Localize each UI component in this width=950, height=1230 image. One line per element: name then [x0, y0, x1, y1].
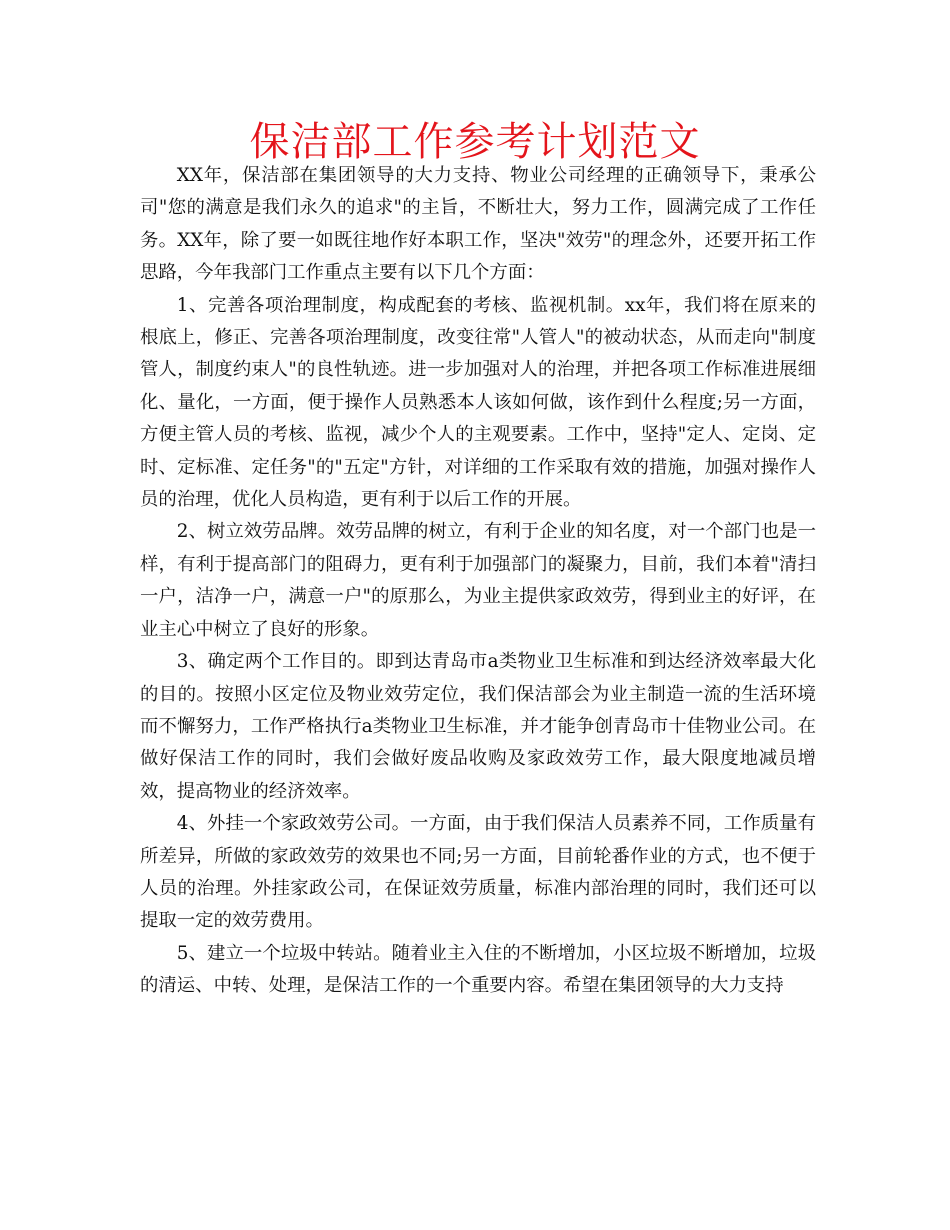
- paragraph-item-1: 1、完善各项治理制度，构成配套的考核、监视机制。xx年，我们将在原来的根底上，修正、完善各项治理制度，改变往常"人管人"的被动状态，从而走向"制度管人，制度约束人"的良性轨迹。进一步加强对人的治理，并把各项工作标准进展细化、量化，一方面，便于操作人员熟悉本人该如何做，该作到什么程度;另一方面，方便主管人员的考核、监视，减少个人的主观要素。工作中，坚持"定人、定岗、定时、定标准、定任务"的"五定"方针，对详细的工作采取有效的措施，加强对操作人员的治理，优化人员构造，更有利于以后工作的开展。: [140, 294, 816, 511]
- paragraph-item-4: 4、外挂一个家政效劳公司。一方面，由于我们保洁人员素养不同，工作质量有所差异，所做的家政效劳的效果也不同;另一方面，目前轮番作业的方式，也不便于人员的治理。外挂家政公司，在保证效劳质量，标准内部治理的同时，我们还可以提取一定的效劳费用。: [140, 813, 816, 932]
- document-title: 保洁部工作参考计划范文: [249, 119, 701, 165]
- paragraph-item-2: 2、树立效劳品牌。效劳品牌的树立，有利于企业的知名度，对一个部门也是一样，有利于提高部门的阻碍力，更有利于加强部门的凝聚力，目前，我们本着"清扫一户，洁净一户，满意一户"的原那么，为业主提供家政效劳，得到业主的好评，在业主心中树立了良好的形象。: [140, 521, 816, 640]
- paragraph-item-5: 5、建立一个垃圾中转站。随着业主入住的不断增加，小区垃圾不断增加，垃圾的清运、中转、处理，是保洁工作的一个重要内容。希望在集团领导的大力支持: [140, 942, 816, 997]
- paragraph-item-3: 3、确定两个工作目的。即到达青岛市a类物业卫生标准和到达经济效率最大化的目的。按照小区定位及物业效劳定位，我们保洁部会为业主制造一流的生活环境而不懈努力，工作严格执行a类物业卫生标准，并才能争创青岛市十佳物业公司。在做好保洁工作的同时，我们会做好废品收购及家政效劳工作，最大限度地减员增效，提高物业的经济效率。: [140, 651, 816, 802]
- document-body: [140, 160, 816, 1003]
- intro-paragraph: XX年，保洁部在集团领导的大力支持、物业公司经理的正确领导下，秉承公司"您的满意是我们永久的追求"的主旨，不断壮大，努力工作，圆满完成了工作任务。XX年，除了要一如既往地作好本职工作，坚决"效劳"的理念外，还要开拓工作思路，今年我部门工作重点主要有以下几个方面：: [140, 165, 816, 284]
